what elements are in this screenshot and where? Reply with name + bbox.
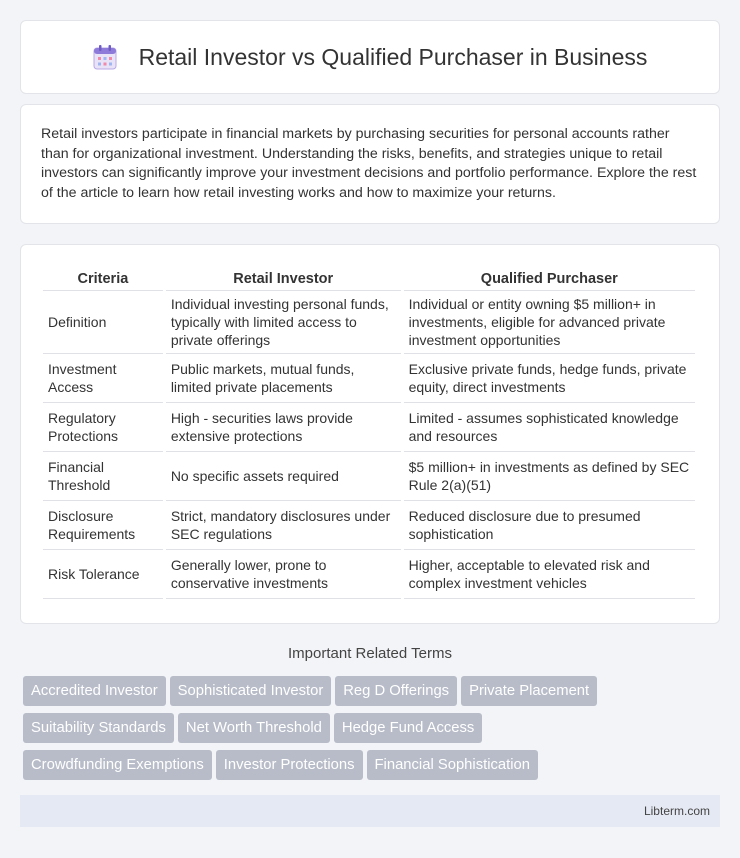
- header-retail-investor: Retail Investor: [166, 265, 401, 291]
- qualified-cell: $5 million+ in investments as defined by SEC Rule 2(a)(51): [404, 452, 695, 501]
- tag-suitability-standards[interactable]: Suitability Standards: [23, 713, 174, 743]
- intro-card: [20, 104, 720, 224]
- qualified-cell: Individual or entity owning $5 million+ in investments, eligible for advanced private investment opportunities: [404, 291, 695, 354]
- qualified-cell: Reduced disclosure due to presumed sophistication: [404, 501, 695, 550]
- retail-cell: Generally lower, prone to conservative investments: [166, 550, 401, 599]
- tag-private-placement[interactable]: Private Placement: [461, 676, 597, 706]
- header-card: [20, 20, 720, 94]
- criteria-cell: Investment Access: [43, 354, 163, 403]
- calendar-icon: [93, 44, 117, 70]
- related-terms-tags: [23, 676, 723, 787]
- retail-cell: No specific assets required: [166, 452, 401, 501]
- table-row: [43, 403, 695, 452]
- tag-reg-d-offerings[interactable]: Reg D Offerings: [335, 676, 457, 706]
- retail-cell: Public markets, mutual funds, limited private placements: [166, 354, 401, 403]
- tag-investor-protections[interactable]: Investor Protections: [216, 750, 363, 780]
- tag-financial-sophistication[interactable]: Financial Sophistication: [367, 750, 538, 780]
- criteria-cell: Definition: [43, 291, 163, 354]
- header-criteria: Criteria: [43, 265, 163, 291]
- retail-cell: Individual investing personal funds, typically with limited access to private offerings: [166, 291, 401, 354]
- related-terms-title: Important Related Terms: [288, 645, 452, 662]
- footer-brand-link[interactable]: Libterm.com: [643, 804, 710, 818]
- qualified-cell: Limited - assumes sophisticated knowledge and resources: [404, 403, 695, 452]
- comparison-table: [40, 265, 698, 599]
- criteria-cell: Risk Tolerance: [43, 550, 163, 599]
- table-row: [43, 550, 695, 599]
- criteria-cell: Financial Threshold: [43, 452, 163, 501]
- footer: [20, 795, 720, 827]
- qualified-cell: Exclusive private funds, hedge funds, private equity, direct investments: [404, 354, 695, 403]
- header-qualified-purchaser: Qualified Purchaser: [404, 265, 695, 291]
- tag-accredited-investor[interactable]: Accredited Investor: [23, 676, 166, 706]
- criteria-cell: Regulatory Protections: [43, 403, 163, 452]
- page-title: Retail Investor vs Qualified Purchaser in Business: [138, 43, 648, 70]
- table-row: [43, 501, 695, 550]
- table-row: [43, 291, 695, 354]
- tag-hedge-fund-access[interactable]: Hedge Fund Access: [334, 713, 482, 743]
- retail-cell: Strict, mandatory disclosures under SEC regulations: [166, 501, 401, 550]
- tag-sophisticated-investor[interactable]: Sophisticated Investor: [170, 676, 332, 706]
- table-row: [43, 354, 695, 403]
- retail-cell: High - securities laws provide extensive protections: [166, 403, 401, 452]
- intro-text: Retail investors participate in financial markets by purchasing securities for personal accounts rather than for organizational investment. Understanding the risks, benefits, and strategies unique to retail investors can significantly improve your investment decisions and portfolio performance. Explore the rest of the article to learn how retail investing works and how to maximize your returns.: [41, 126, 697, 201]
- criteria-cell: Disclosure Requirements: [43, 501, 163, 550]
- qualified-cell: Higher, acceptable to elevated risk and complex investment vehicles: [404, 550, 695, 599]
- comparison-table-card: [20, 244, 720, 624]
- table-header-row: [43, 265, 695, 291]
- table-row: [43, 452, 695, 501]
- tag-crowdfunding-exemptions[interactable]: Crowdfunding Exemptions: [23, 750, 212, 780]
- tag-net-worth-threshold[interactable]: Net Worth Threshold: [178, 713, 330, 743]
